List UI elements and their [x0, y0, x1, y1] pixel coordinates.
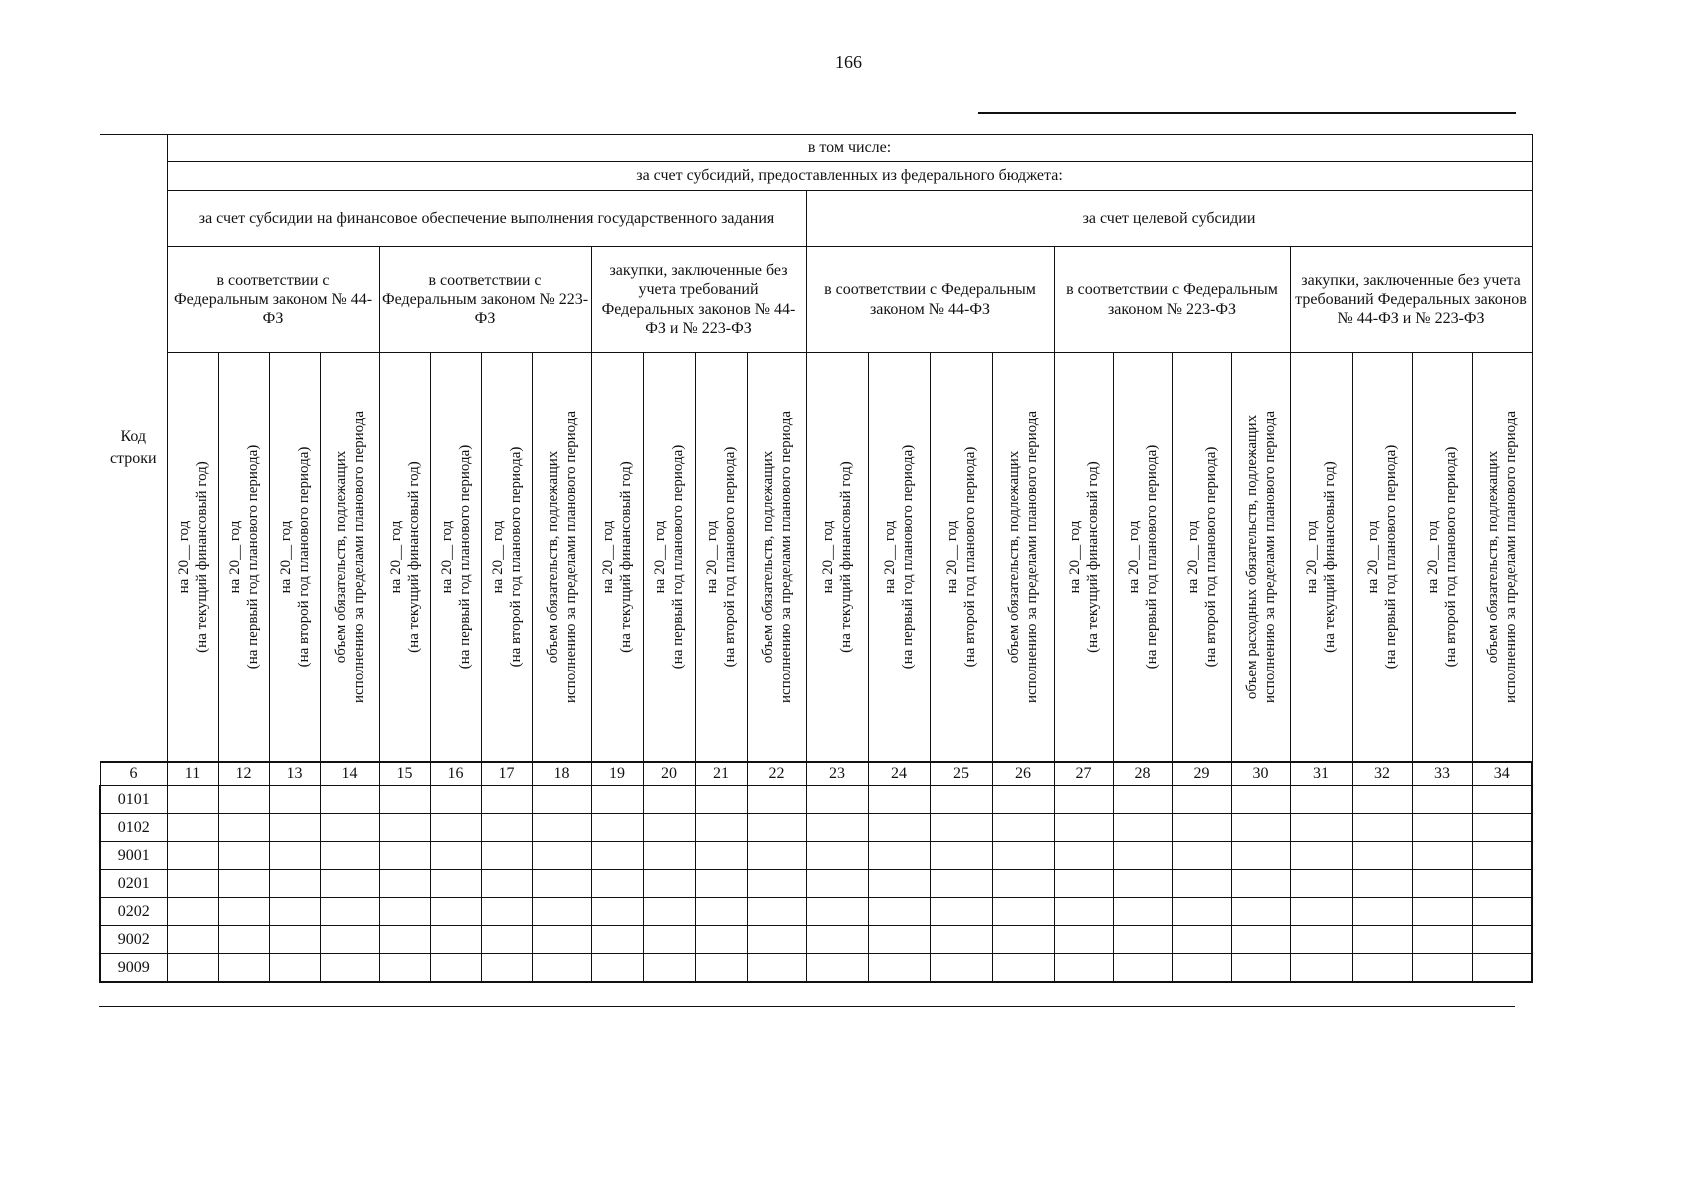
- column-header-line: объем обязательств, подлежащих: [1485, 450, 1502, 664]
- column-header-second-plan-year: [695, 353, 747, 763]
- data-cell[interactable]: [695, 954, 747, 983]
- data-cell[interactable]: [930, 954, 992, 983]
- data-cell[interactable]: [747, 870, 806, 898]
- column-header-line: (на текущий финансовый год): [618, 461, 634, 653]
- data-cell[interactable]: [930, 786, 992, 814]
- row-code: 9002: [100, 926, 167, 954]
- data-cell[interactable]: [379, 814, 430, 842]
- data-cell[interactable]: [930, 814, 992, 842]
- data-cell[interactable]: [1352, 814, 1412, 842]
- data-cell[interactable]: [1472, 926, 1532, 954]
- row-code: 0201: [100, 870, 167, 898]
- data-cell[interactable]: [218, 842, 269, 870]
- column-header-current-year: [167, 353, 218, 763]
- table-row: [100, 870, 1532, 898]
- data-cell[interactable]: [868, 842, 930, 870]
- data-cell[interactable]: [167, 786, 218, 814]
- column-header-current-year: [1054, 353, 1113, 763]
- column-header-first-plan-year: [1113, 353, 1172, 763]
- data-cell[interactable]: [218, 786, 269, 814]
- data-cell[interactable]: [591, 842, 643, 870]
- row-code: 0102: [100, 814, 167, 842]
- data-cell[interactable]: [992, 898, 1054, 926]
- column-header-second-plan-year: [930, 353, 992, 763]
- data-cell[interactable]: [806, 870, 868, 898]
- column-header-line: на 20__ год: [1365, 520, 1381, 594]
- data-cell[interactable]: [992, 786, 1054, 814]
- data-cell[interactable]: [1290, 870, 1352, 898]
- data-cell[interactable]: [1352, 786, 1412, 814]
- column-header-current-year: [379, 353, 430, 763]
- data-cell[interactable]: [992, 954, 1054, 983]
- data-cell[interactable]: [269, 898, 320, 926]
- data-cell[interactable]: [430, 870, 481, 898]
- data-cell[interactable]: [806, 898, 868, 926]
- data-cell[interactable]: [167, 954, 218, 983]
- data-cell[interactable]: [1290, 842, 1352, 870]
- data-cell[interactable]: [591, 814, 643, 842]
- data-cell[interactable]: [992, 814, 1054, 842]
- data-cell[interactable]: [868, 786, 930, 814]
- column-header-line: исполнению за пределами планового периода: [350, 411, 367, 703]
- column-header-line: на 20__ год: [600, 520, 616, 594]
- data-cell[interactable]: [643, 814, 695, 842]
- data-cell[interactable]: [379, 842, 430, 870]
- data-cell[interactable]: [868, 870, 930, 898]
- data-cell[interactable]: [218, 954, 269, 983]
- data-cell[interactable]: [1352, 954, 1412, 983]
- data-cell[interactable]: [218, 870, 269, 898]
- column-number: 12: [218, 762, 269, 786]
- column-header-current-year: [591, 353, 643, 763]
- data-cell[interactable]: [269, 842, 320, 870]
- column-header-beyond-period-expenses: [1231, 353, 1290, 763]
- data-cell[interactable]: [1172, 870, 1231, 898]
- data-cell[interactable]: [1054, 926, 1113, 954]
- data-cell[interactable]: [167, 842, 218, 870]
- data-cell[interactable]: [1172, 926, 1231, 954]
- column-header-line: (на текущий финансовый год): [838, 461, 854, 653]
- column-number: 25: [930, 762, 992, 786]
- data-cell[interactable]: [1472, 786, 1532, 814]
- data-cell[interactable]: [695, 786, 747, 814]
- data-cell[interactable]: [430, 926, 481, 954]
- financial-form-table: [99, 134, 1533, 983]
- row-code: 9001: [100, 842, 167, 870]
- data-cell[interactable]: [806, 842, 868, 870]
- column-header-beyond-period: [320, 353, 379, 763]
- data-cell[interactable]: [218, 926, 269, 954]
- column-header-line: исполнению за пределами планового периода: [562, 411, 579, 703]
- data-cell[interactable]: [806, 954, 868, 983]
- data-cell[interactable]: [1113, 898, 1172, 926]
- data-cell[interactable]: [218, 898, 269, 926]
- data-cell[interactable]: [430, 898, 481, 926]
- table-row: [100, 786, 1532, 814]
- data-cell[interactable]: [1290, 814, 1352, 842]
- data-cell[interactable]: [695, 842, 747, 870]
- column-header-first-plan-year: [868, 353, 930, 763]
- column-header-line: (на первый год планового периода): [670, 444, 686, 670]
- federal-subsidies-header: за счет субсидий, предоставленных из федерального бюджета:: [167, 162, 1532, 191]
- data-cell[interactable]: [930, 898, 992, 926]
- data-cell[interactable]: [1054, 814, 1113, 842]
- column-number: 16: [430, 762, 481, 786]
- data-cell[interactable]: [1054, 842, 1113, 870]
- data-cell[interactable]: [532, 814, 591, 842]
- data-cell[interactable]: [481, 870, 532, 898]
- data-cell[interactable]: [269, 870, 320, 898]
- data-cell[interactable]: [320, 814, 379, 842]
- data-cell[interactable]: [1352, 842, 1412, 870]
- data-cell[interactable]: [930, 926, 992, 954]
- data-cell[interactable]: [379, 926, 430, 954]
- data-cell[interactable]: [1172, 842, 1231, 870]
- data-cell[interactable]: [532, 870, 591, 898]
- data-cell[interactable]: [992, 870, 1054, 898]
- column-header-second-plan-year: [481, 353, 532, 763]
- data-cell[interactable]: [747, 814, 806, 842]
- column-number: 24: [868, 762, 930, 786]
- data-cell[interactable]: [695, 926, 747, 954]
- column-header-line: на 20__ год: [387, 520, 404, 594]
- column-header-first-plan-year: [218, 353, 269, 763]
- subgroup-other-state-task: закупки, заключенные без учета требований Федеральных законов № 44-ФЗ и № 223-ФЗ: [591, 247, 806, 353]
- column-header-line: объем обязательств, подлежащих: [759, 450, 776, 664]
- data-cell[interactable]: [167, 926, 218, 954]
- data-cell[interactable]: [269, 954, 320, 983]
- data-cell[interactable]: [1054, 898, 1113, 926]
- data-cell[interactable]: [481, 814, 532, 842]
- column-header-line: (на первый год планового периода): [1143, 444, 1160, 670]
- data-cell[interactable]: [532, 842, 591, 870]
- column-number: 29: [1172, 762, 1231, 786]
- data-cell[interactable]: [643, 786, 695, 814]
- data-cell[interactable]: [992, 926, 1054, 954]
- data-cell[interactable]: [591, 898, 643, 926]
- data-cell[interactable]: [695, 870, 747, 898]
- data-cell[interactable]: [1231, 870, 1290, 898]
- data-cell[interactable]: [868, 926, 930, 954]
- column-header-line: на 20__ год: [226, 520, 243, 594]
- data-cell[interactable]: [1352, 926, 1412, 954]
- column-header-line: (на первый год планового периода): [456, 444, 473, 670]
- data-cell[interactable]: [1412, 842, 1472, 870]
- column-header-second-plan-year: [1172, 353, 1231, 763]
- data-cell[interactable]: [1352, 870, 1412, 898]
- column-number: 27: [1054, 762, 1113, 786]
- column-header-line: (на второй год планового периода): [1443, 446, 1459, 668]
- data-cell[interactable]: [1290, 954, 1352, 983]
- column-number: 33: [1412, 762, 1472, 786]
- column-header-line: на 20__ год: [1425, 520, 1441, 594]
- column-number: 6: [100, 762, 167, 786]
- subgroup-223fz-target: в соответствии с Федеральным законом № 223-ФЗ: [1054, 247, 1290, 353]
- column-header-first-plan-year: [1352, 353, 1412, 763]
- column-number: 22: [747, 762, 806, 786]
- data-cell[interactable]: [532, 786, 591, 814]
- subgroup-44fz-state-task: в соответствии с Федеральным законом № 44-ФЗ: [167, 247, 379, 353]
- column-number: 20: [643, 762, 695, 786]
- table-row: [100, 814, 1532, 842]
- row-code-label: Код строки: [109, 428, 157, 467]
- including-header: в том числе:: [167, 135, 1532, 162]
- column-header-first-plan-year: [430, 353, 481, 763]
- data-cell[interactable]: [481, 842, 532, 870]
- data-cell[interactable]: [1231, 814, 1290, 842]
- data-cell[interactable]: [379, 786, 430, 814]
- data-cell[interactable]: [320, 786, 379, 814]
- data-cell[interactable]: [1113, 786, 1172, 814]
- data-cell[interactable]: [1113, 870, 1172, 898]
- data-cell[interactable]: [1472, 842, 1532, 870]
- column-header-line: объем обязательств, подлежащих: [544, 450, 561, 664]
- data-cell[interactable]: [747, 842, 806, 870]
- column-number: 11: [167, 762, 218, 786]
- column-header-line: (на текущий финансовый год): [1084, 461, 1101, 653]
- data-cell[interactable]: [1412, 814, 1472, 842]
- data-cell[interactable]: [532, 954, 591, 983]
- data-cell[interactable]: [320, 870, 379, 898]
- column-header-line: (на текущий финансовый год): [193, 461, 210, 653]
- row-code-header: [100, 135, 167, 763]
- column-header-second-plan-year: [269, 353, 320, 763]
- data-cell[interactable]: [1172, 814, 1231, 842]
- column-header-line: (на второй год планового периода): [295, 446, 312, 668]
- column-header-beyond-period: [1472, 353, 1532, 763]
- data-cell[interactable]: [1472, 898, 1532, 926]
- data-cell[interactable]: [1472, 954, 1532, 983]
- data-cell[interactable]: [167, 870, 218, 898]
- column-header-line: на 20__ год: [438, 520, 455, 594]
- column-header-first-plan-year: [643, 353, 695, 763]
- column-number: 18: [532, 762, 591, 786]
- column-number: 15: [379, 762, 430, 786]
- data-cell[interactable]: [379, 870, 430, 898]
- data-cell[interactable]: [1412, 870, 1472, 898]
- column-header-line: исполнению за пределами планового периода: [1261, 411, 1278, 703]
- data-cell[interactable]: [992, 842, 1054, 870]
- column-number: 19: [591, 762, 643, 786]
- column-header-line: объем обязательств, подлежащих: [332, 450, 349, 664]
- column-header-line: (на текущий финансовый год): [405, 461, 422, 653]
- row-code: 0202: [100, 898, 167, 926]
- column-header-line: (на текущий финансовый год): [1322, 461, 1338, 653]
- data-cell[interactable]: [1113, 954, 1172, 983]
- data-cell[interactable]: [1412, 954, 1472, 983]
- page-number: 166: [835, 52, 862, 72]
- data-cell[interactable]: [806, 814, 868, 842]
- column-header-current-year: [1290, 353, 1352, 763]
- data-cell[interactable]: [167, 898, 218, 926]
- column-number: 26: [992, 762, 1054, 786]
- data-cell[interactable]: [806, 786, 868, 814]
- table-row: [100, 926, 1532, 954]
- data-cell[interactable]: [591, 954, 643, 983]
- column-header-beyond-period: [532, 353, 591, 763]
- data-cell[interactable]: [1113, 926, 1172, 954]
- data-cell[interactable]: [695, 898, 747, 926]
- data-cell[interactable]: [269, 926, 320, 954]
- data-cell[interactable]: [1054, 786, 1113, 814]
- data-cell[interactable]: [481, 898, 532, 926]
- data-cell[interactable]: [1172, 954, 1231, 983]
- data-cell[interactable]: [1472, 870, 1532, 898]
- data-cell[interactable]: [1054, 954, 1113, 983]
- data-cell[interactable]: [320, 954, 379, 983]
- data-cell[interactable]: [747, 898, 806, 926]
- data-cell[interactable]: [747, 926, 806, 954]
- column-header-line: (на второй год планового периода): [507, 446, 524, 668]
- column-header-line: на 20__ год: [1304, 520, 1320, 594]
- data-cell[interactable]: [868, 814, 930, 842]
- data-cell[interactable]: [930, 842, 992, 870]
- column-number: 32: [1352, 762, 1412, 786]
- column-number: 30: [1231, 762, 1290, 786]
- column-header-line: на 20__ год: [820, 520, 836, 594]
- data-cell[interactable]: [320, 842, 379, 870]
- column-header-line: на 20__ год: [175, 520, 192, 594]
- data-cell[interactable]: [320, 898, 379, 926]
- column-header-line: на 20__ год: [652, 520, 668, 594]
- data-cell[interactable]: [1352, 898, 1412, 926]
- data-cell[interactable]: [591, 870, 643, 898]
- row-code: 0101: [100, 786, 167, 814]
- data-cell[interactable]: [1290, 786, 1352, 814]
- column-header-line: (на второй год планового периода): [962, 446, 978, 668]
- data-cell[interactable]: [320, 926, 379, 954]
- column-header-beyond-period: [747, 353, 806, 763]
- column-header-line: (на второй год планового периода): [1202, 446, 1219, 668]
- bottom-rule: [99, 1006, 1515, 1007]
- column-header-line: (на первый год планового периода): [1383, 444, 1399, 670]
- column-header-line: на 20__ год: [277, 520, 294, 594]
- data-cell[interactable]: [481, 926, 532, 954]
- data-cell[interactable]: [1231, 898, 1290, 926]
- data-cell[interactable]: [532, 898, 591, 926]
- data-cell[interactable]: [1412, 926, 1472, 954]
- data-cell[interactable]: [1172, 786, 1231, 814]
- column-header-beyond-period: [992, 353, 1054, 763]
- data-cell[interactable]: [430, 954, 481, 983]
- data-cell[interactable]: [1231, 786, 1290, 814]
- column-header-line: (на первый год планового периода): [244, 444, 261, 670]
- data-cell[interactable]: [1290, 926, 1352, 954]
- data-cell[interactable]: [532, 926, 591, 954]
- state-task-subsidy-header: за счет субсидии на финансовое обеспечение выполнения государственного задания: [167, 191, 806, 247]
- data-cell[interactable]: [643, 926, 695, 954]
- table-row: [100, 898, 1532, 926]
- column-number: 31: [1290, 762, 1352, 786]
- column-header-line: на 20__ год: [882, 520, 898, 594]
- data-cell[interactable]: [379, 898, 430, 926]
- column-number: 34: [1472, 762, 1532, 786]
- column-header-line: на 20__ год: [704, 520, 720, 594]
- data-cell[interactable]: [806, 926, 868, 954]
- column-number: 28: [1113, 762, 1172, 786]
- target-subsidy-header: за счет целевой субсидии: [806, 191, 1532, 247]
- data-cell[interactable]: [1412, 786, 1472, 814]
- column-header-line: (на первый год планового периода): [900, 444, 916, 670]
- column-header-line: исполнению за пределами планового периода: [777, 411, 794, 703]
- data-cell[interactable]: [1290, 898, 1352, 926]
- column-header-line: на 20__ год: [489, 520, 506, 594]
- row-code: 9009: [100, 954, 167, 983]
- data-cell[interactable]: [167, 814, 218, 842]
- data-cell[interactable]: [1231, 926, 1290, 954]
- data-cell[interactable]: [1172, 898, 1231, 926]
- data-cell[interactable]: [643, 842, 695, 870]
- data-cell[interactable]: [430, 842, 481, 870]
- data-cell[interactable]: [1412, 898, 1472, 926]
- data-cell[interactable]: [430, 786, 481, 814]
- column-header-current-year: [806, 353, 868, 763]
- data-cell[interactable]: [218, 814, 269, 842]
- subgroup-other-target: закупки, заключенные без учета требований Федеральных законов № 44-ФЗ и № 223-ФЗ: [1290, 247, 1532, 353]
- column-header-line: на 20__ год: [944, 520, 960, 594]
- signature-line: [978, 112, 1516, 114]
- column-header-line: исполнению за пределами планового периода: [1503, 411, 1520, 703]
- column-header-line: на 20__ год: [1066, 520, 1083, 594]
- column-number: 17: [481, 762, 532, 786]
- column-number: 13: [269, 762, 320, 786]
- data-cell[interactable]: [695, 814, 747, 842]
- data-cell[interactable]: [868, 954, 930, 983]
- data-cell[interactable]: [379, 954, 430, 983]
- data-cell[interactable]: [1113, 814, 1172, 842]
- data-cell[interactable]: [868, 898, 930, 926]
- table-row: [100, 954, 1532, 983]
- column-number: 14: [320, 762, 379, 786]
- column-header-second-plan-year: [1412, 353, 1472, 763]
- column-number: 23: [806, 762, 868, 786]
- data-cell[interactable]: [1231, 954, 1290, 983]
- column-header-line: объем расходных обязательств, подлежащих: [1243, 414, 1260, 700]
- data-cell[interactable]: [747, 954, 806, 983]
- data-cell[interactable]: [591, 786, 643, 814]
- data-cell[interactable]: [269, 814, 320, 842]
- data-cell[interactable]: [481, 954, 532, 983]
- subgroup-44fz-target: в соответствии с Федеральным законом № 44-ФЗ: [806, 247, 1054, 353]
- column-number: 21: [695, 762, 747, 786]
- column-header-line: (на второй год планового периода): [722, 446, 738, 668]
- data-cell[interactable]: [269, 786, 320, 814]
- data-cell[interactable]: [430, 814, 481, 842]
- data-cell[interactable]: [1472, 814, 1532, 842]
- data-cell[interactable]: [930, 870, 992, 898]
- data-cell[interactable]: [1054, 870, 1113, 898]
- column-header-line: исполнению за пределами планового периода: [1024, 411, 1040, 703]
- column-header-line: на 20__ год: [1125, 520, 1142, 594]
- data-cell[interactable]: [591, 926, 643, 954]
- column-header-line: на 20__ год: [1184, 520, 1201, 594]
- data-cell[interactable]: [747, 786, 806, 814]
- column-header-line: объем обязательств, подлежащих: [1006, 450, 1022, 664]
- table-row: [100, 842, 1532, 870]
- data-cell[interactable]: [1113, 842, 1172, 870]
- data-cell[interactable]: [481, 786, 532, 814]
- data-cell[interactable]: [643, 870, 695, 898]
- subgroup-223fz-state-task: в соответствии с Федеральным законом № 223-ФЗ: [379, 247, 591, 353]
- data-cell[interactable]: [643, 898, 695, 926]
- data-cell[interactable]: [1231, 842, 1290, 870]
- data-cell[interactable]: [643, 954, 695, 983]
